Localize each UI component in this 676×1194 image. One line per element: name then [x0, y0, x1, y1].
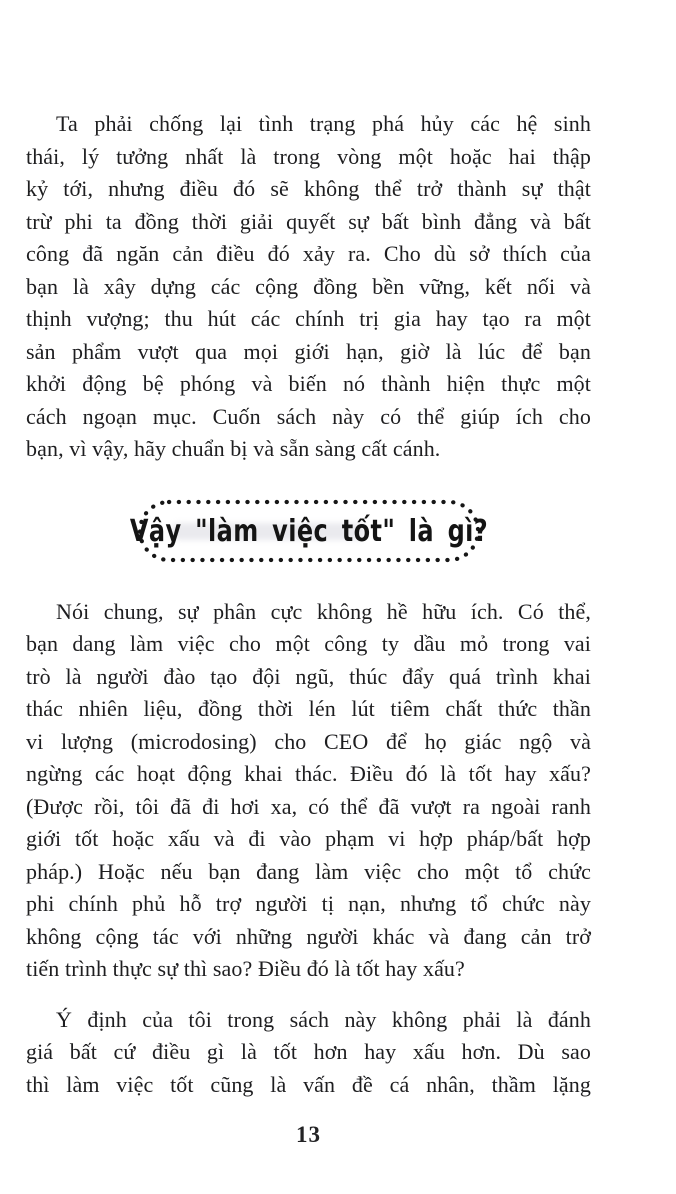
text-line: thịnh vượng; thu hút các chính trị gia hay tạo ra một	[26, 306, 591, 331]
text-line: khởi động bệ phóng và biến nó thành hiện thực một	[26, 371, 591, 396]
text-line: pháp.) Hoặc nếu bạn đang làm việc cho một tổ chức	[26, 858, 591, 884]
text-line: tiến trình thực sự thì sao? Điều đó là tốt hay xấu?	[26, 956, 465, 981]
text-line: bạn dang làm việc cho một công ty dầu mỏ trong vai	[26, 631, 591, 656]
text-line: trò là người đào tạo đội ngũ, thúc đẩy quá trình khai	[26, 663, 591, 689]
text-line: giới tốt hoặc xấu và đi vào phạm vi hợp pháp/bất hợp	[26, 826, 591, 851]
section-heading: Vậy "làm việc tốt" là gì?	[129, 514, 488, 549]
text-line: thác nhiên liệu, đồng thời lén lút tiêm chất thức thần	[26, 696, 591, 721]
text-line: Ý định của tôi trong sách này không phải là đánh	[56, 1006, 591, 1032]
text-line: ngừng các hoạt động khai thác. Điều đó là tốt hay xấu?	[26, 761, 591, 786]
text-line: giá bất cứ điều gì là tốt hơn hay xấu hơn. Dù sao	[26, 1039, 591, 1064]
text-block-bottom	[26, 596, 591, 1102]
text-line: trừ phi ta đồng thời giải quyết sự bất bình đẳng và bất	[26, 208, 591, 234]
paragraph	[26, 108, 591, 466]
text-line: kỷ tới, nhưng điều đó sẽ không thể trở thành sự thật	[26, 176, 591, 201]
text-line: thái, lý tưởng nhất là trong vòng một hoặc hai thập	[26, 143, 591, 169]
text-line: vi lượng (microdosing) cho CEO để họ giác ngộ và	[26, 728, 591, 754]
text-line: Nói chung, sự phân cực không hề hữu ích. Có thể,	[56, 598, 591, 624]
page-number: 13	[296, 1122, 321, 1147]
text-line: không cộng tác với những người khác và đang cản trở	[26, 923, 591, 949]
text-line: công đã ngăn cản điều đó xảy ra. Cho dù sở thích của	[26, 241, 591, 266]
paragraph	[26, 596, 591, 986]
text-line: thì làm việc tốt cũng là vấn đề cá nhân, thầm lặng	[26, 1071, 591, 1097]
text-line: bạn, vì vậy, hãy chuẩn bị và sẵn sàng cất cánh.	[26, 436, 441, 461]
text-line: sản phẩm vượt qua mọi giới hạn, giờ là lúc để bạn	[26, 338, 591, 364]
paragraph	[26, 1004, 591, 1102]
text-line: phi chính phủ hỗ trợ người tị nạn, nhưng tổ chức này	[26, 891, 591, 916]
text-line: (Được rồi, tôi đã đi hơi xa, có thể đã vượt ra ngoài ranh	[26, 793, 591, 819]
text-line: Ta phải chống lại tình trạng phá hủy các hệ sinh	[56, 111, 591, 136]
section-heading-box	[129, 499, 488, 563]
text-content	[26, 0, 591, 1101]
text-line: bạn là xây dựng các cộng đồng bền vững, kết nối và	[26, 273, 591, 299]
text-block-top	[26, 108, 591, 466]
text-line: cách ngoạn mục. Cuốn sách này có thể giúp ích cho	[26, 403, 591, 429]
